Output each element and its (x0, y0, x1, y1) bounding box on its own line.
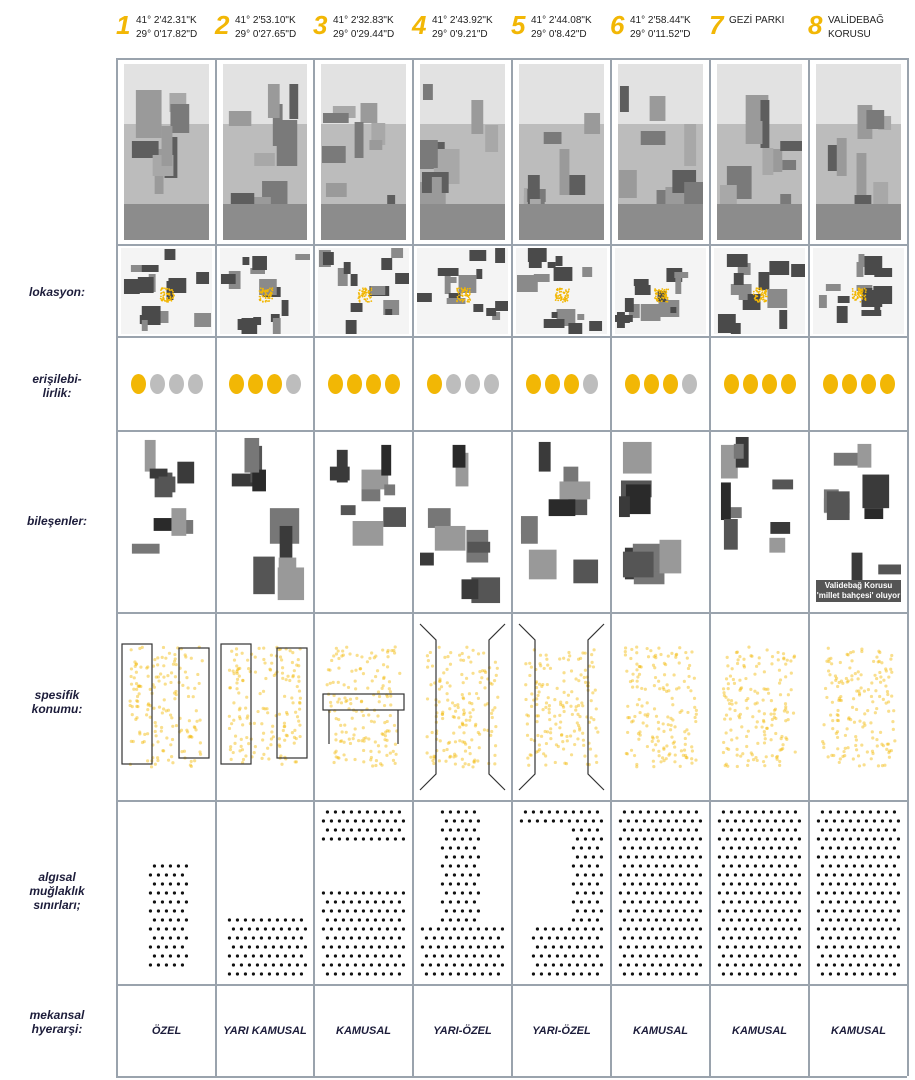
accessibility-dot-filled (564, 374, 579, 394)
accessibility-dot-filled (644, 374, 659, 394)
site-photo-cell (315, 60, 412, 244)
column-number: 7 (709, 10, 724, 40)
components-collage-cell (414, 432, 511, 612)
spatial-hierarchy-cell (315, 986, 412, 1076)
specific-position-cell (612, 614, 709, 800)
column-location-text (333, 14, 394, 42)
accessibility-cell (414, 338, 511, 430)
components-collage (321, 436, 406, 608)
accessibility-dot-filled (366, 374, 381, 394)
perceptual-boundary-cell (810, 802, 907, 984)
accessibility-rating (810, 338, 907, 430)
accessibility-dot-filled (823, 374, 838, 394)
location-line-2: 29° 0'9.21"D (432, 29, 488, 40)
components-collage-cell (810, 432, 907, 612)
location-line-1: 41° 2'53.10"K (235, 15, 296, 26)
column-header (215, 10, 313, 55)
accessibility-dot-empty (484, 374, 499, 394)
location-map-cell (118, 246, 215, 336)
row-label-mekansal-hiyerarsi: mekansal hyerarşi: (29, 1008, 85, 1036)
collage-caption-line1: Validebağ Korusu (824, 581, 893, 590)
perceptual-boundary-cell (217, 802, 313, 984)
specific-position-cell (810, 614, 907, 800)
perceptual-boundary-pattern (711, 802, 808, 984)
site-photo (816, 64, 901, 240)
spatial-hierarchy-label: YARI-ÖZEL (532, 1025, 591, 1037)
components-collage-cell (217, 432, 313, 612)
components-collage (519, 436, 604, 608)
accessibility-dot-filled (781, 374, 796, 394)
accessibility-cell (513, 338, 610, 430)
specific-position-cell (315, 614, 412, 800)
column-location-text (729, 14, 784, 28)
accessibility-dot-empty (169, 374, 184, 394)
accessibility-dot-filled (131, 374, 146, 394)
location-map (714, 248, 805, 334)
row-label-erisilebilirlik: erişilebi- lirlik: (32, 372, 82, 400)
accessibility-dot-empty (446, 374, 461, 394)
perceptual-boundary-cell (315, 802, 412, 984)
location-line-2: 29° 0'8.42"D (531, 29, 587, 40)
column-number: 6 (610, 10, 625, 40)
accessibility-dot-filled (427, 374, 442, 394)
location-line-1: 41° 2'43.92"K (432, 15, 493, 26)
components-collage (717, 436, 802, 608)
accessibility-dot-empty (188, 374, 203, 394)
accessibility-dot-empty (150, 374, 165, 394)
column-number: 5 (511, 10, 526, 40)
accessibility-dot-filled (762, 374, 777, 394)
location-line-2: KORUSU (828, 29, 871, 40)
location-line-2: 29° 0'11.52"D (630, 29, 691, 40)
location-line-1: VALİDEBAĞ (828, 15, 884, 26)
accessibility-cell (118, 338, 215, 430)
collage-caption-line2: 'millet bahçesi' oluyor (816, 591, 901, 600)
accessibility-dot-empty (465, 374, 480, 394)
location-map (417, 248, 508, 334)
spatial-hierarchy-cell (612, 986, 709, 1076)
accessibility-dot-filled (724, 374, 739, 394)
location-map-cell (810, 246, 907, 336)
components-collage-cell (513, 432, 610, 612)
column-header (610, 10, 709, 55)
perceptual-boundary-pattern (118, 802, 215, 984)
accessibility-dot-filled (625, 374, 640, 394)
location-map (813, 248, 904, 334)
column-location-text (630, 14, 691, 42)
site-photo (321, 64, 406, 240)
location-map (318, 248, 409, 334)
specific-position-cell (217, 614, 313, 800)
location-map-cell (414, 246, 511, 336)
site-photo (420, 64, 505, 240)
row-label-algisal-muglaklik: algısal muğlaklık sınırları; (29, 870, 85, 912)
perceptual-boundary-pattern (612, 802, 709, 984)
accessibility-dot-filled (347, 374, 362, 394)
site-photo-cell (711, 60, 808, 244)
location-map-cell (513, 246, 610, 336)
accessibility-dot-filled (545, 374, 560, 394)
perceptual-boundary-pattern (217, 802, 313, 984)
accessibility-cell (711, 338, 808, 430)
spatial-hierarchy-label: KAMUSAL (336, 1025, 391, 1037)
location-map-cell (711, 246, 808, 336)
accessibility-dot-filled (248, 374, 263, 394)
column-number: 8 (808, 10, 823, 40)
components-collage-cell (711, 432, 808, 612)
perceptual-boundary-pattern (513, 802, 610, 984)
column-header (511, 10, 610, 55)
grid-vline (907, 58, 909, 1076)
specific-position-cell (414, 614, 511, 800)
accessibility-dot-filled (526, 374, 541, 394)
specific-position-cell (711, 614, 808, 800)
location-map-cell (315, 246, 412, 336)
spatial-hierarchy-label: ÖZEL (151, 1025, 182, 1037)
components-collage (816, 436, 901, 608)
site-photo (223, 64, 307, 240)
column-location-text (235, 14, 296, 42)
perceptual-boundary-cell (414, 802, 511, 984)
location-map (516, 248, 607, 334)
accessibility-dot-filled (880, 374, 895, 394)
site-photo (124, 64, 209, 240)
accessibility-dot-empty (682, 374, 697, 394)
column-number: 2 (215, 10, 230, 40)
specific-position-sketch (414, 614, 511, 800)
accessibility-dot-filled (861, 374, 876, 394)
perceptual-boundary-cell (612, 802, 709, 984)
perceptual-boundary-cell (513, 802, 610, 984)
site-photo-cell (217, 60, 313, 244)
site-photo-cell (810, 60, 907, 244)
column-location-text (432, 14, 493, 42)
site-photo (717, 64, 802, 240)
perceptual-boundary-cell (711, 802, 808, 984)
accessibility-cell (810, 338, 907, 430)
column-number: 3 (313, 10, 328, 40)
row-label-bilesenler: bileşenler: (26, 514, 88, 528)
location-map-cell (217, 246, 313, 336)
components-collage (124, 436, 209, 608)
specific-position-sketch (217, 614, 313, 800)
spatial-hierarchy-label: KAMUSAL (831, 1025, 886, 1037)
accessibility-dot-filled (663, 374, 678, 394)
perceptual-boundary-cell (118, 802, 215, 984)
site-photo-cell (612, 60, 709, 244)
accessibility-dot-filled (328, 374, 343, 394)
accessibility-rating (217, 338, 313, 430)
column-header (808, 10, 907, 55)
accessibility-dot-empty (583, 374, 598, 394)
collage-caption (816, 580, 901, 602)
accessibility-dot-filled (385, 374, 400, 394)
location-line-1: 41° 2'44.08"K (531, 15, 592, 26)
accessibility-dot-filled (743, 374, 758, 394)
components-collage-cell (315, 432, 412, 612)
location-line-2: 29° 0'17.82"D (136, 29, 198, 40)
spatial-hierarchy-label: YARI KAMUSAL (223, 1025, 307, 1037)
spatial-hierarchy-label: YARI-ÖZEL (433, 1025, 492, 1037)
accessibility-cell (612, 338, 709, 430)
specific-position-sketch (711, 614, 808, 800)
perceptual-boundary-pattern (810, 802, 907, 984)
accessibility-rating (612, 338, 709, 430)
row-label-lokasyon: lokasyon: (28, 285, 85, 299)
location-line-1: 41° 2'42.31"K (136, 15, 197, 26)
accessibility-cell (217, 338, 313, 430)
spatial-hierarchy-cell (711, 986, 808, 1076)
components-collage-cell (612, 432, 709, 612)
grid-hline (116, 1076, 907, 1078)
perceptual-boundary-pattern (414, 802, 511, 984)
location-line-1: GEZİ PARKI (729, 15, 785, 26)
specific-position-sketch (118, 614, 215, 800)
column-location-text (531, 14, 592, 42)
spatial-hierarchy-cell (118, 986, 215, 1076)
column-location-text (136, 14, 197, 42)
site-photo (519, 64, 604, 240)
accessibility-rating (711, 338, 808, 430)
components-collage (420, 436, 505, 608)
row-label-spesifik-konumu: spesifik konumu: (31, 688, 83, 716)
accessibility-rating (513, 338, 610, 430)
specific-position-sketch (315, 614, 412, 800)
specific-position-cell (118, 614, 215, 800)
spatial-hierarchy-cell (513, 986, 610, 1076)
specific-position-cell (513, 614, 610, 800)
specific-position-sketch (612, 614, 709, 800)
site-photo-cell (118, 60, 215, 244)
spatial-hierarchy-label: KAMUSAL (633, 1025, 688, 1037)
specific-position-sketch (810, 614, 907, 800)
perceptual-boundary-pattern (315, 802, 412, 984)
spatial-hierarchy-cell (217, 986, 313, 1076)
location-map-cell (612, 246, 709, 336)
spatial-hierarchy-cell (414, 986, 511, 1076)
accessibility-rating (414, 338, 511, 430)
column-number: 1 (116, 10, 131, 40)
location-map (615, 248, 706, 334)
location-map (220, 248, 310, 334)
accessibility-rating (315, 338, 412, 430)
column-location-text (828, 14, 884, 42)
column-header (116, 10, 215, 55)
accessibility-dot-filled (842, 374, 857, 394)
accessibility-dot-filled (267, 374, 282, 394)
location-line-1: 41° 2'58.44"K (630, 15, 691, 26)
components-collage (618, 436, 703, 608)
location-line-2: 29° 0'27.65"D (235, 29, 297, 40)
accessibility-rating (118, 338, 215, 430)
accessibility-cell (315, 338, 412, 430)
column-header (709, 10, 808, 55)
site-photo-cell (414, 60, 511, 244)
site-photo-cell (513, 60, 610, 244)
location-line-2: 29° 0'29.44"D (333, 29, 395, 40)
location-map (121, 248, 212, 334)
components-collage-cell (118, 432, 215, 612)
column-number: 4 (412, 10, 427, 40)
location-line-1: 41° 2'32.83"K (333, 15, 394, 26)
accessibility-dot-filled (229, 374, 244, 394)
column-header (412, 10, 511, 55)
components-collage (223, 436, 307, 608)
accessibility-dot-empty (286, 374, 301, 394)
specific-position-sketch (513, 614, 610, 800)
site-photo (618, 64, 703, 240)
spatial-hierarchy-label: KAMUSAL (732, 1025, 787, 1037)
column-header (313, 10, 412, 55)
spatial-hierarchy-cell (810, 986, 907, 1076)
